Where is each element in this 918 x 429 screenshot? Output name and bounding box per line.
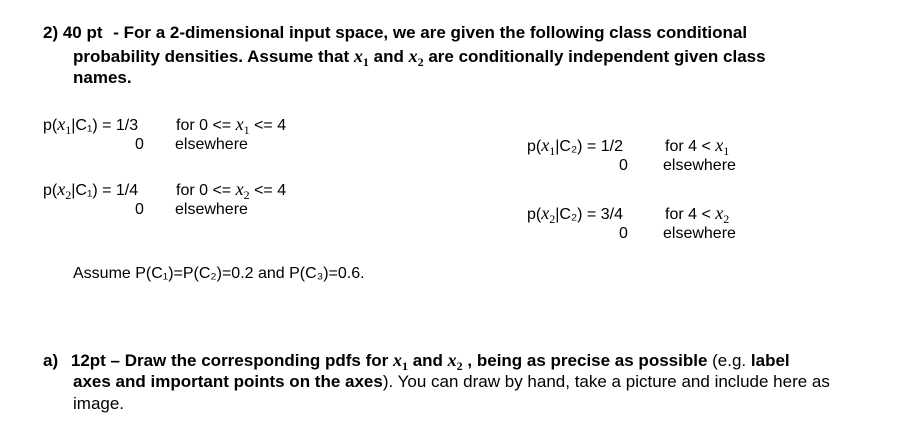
density-c1-x1-condition: for $0 <= x_1 <= 4$ [176,114,287,137]
density-c2-x2-zero: 0 [619,225,628,242]
question-number: 2) 40 pt [43,23,103,42]
question-header [43,22,747,44]
density-c1-x1-zero: 0 [135,136,144,153]
density-c1-x1-elsewhere: elsewhere [175,136,248,153]
x1-symbol: $x_1$ [353,46,369,69]
question-line2: probability densities. Assume that $x_1$ and $x_2$ are conditionally independent given class [73,46,766,69]
density-c2-x1-lhs: $p(x_1|C_2) = 1/2$ [527,135,623,158]
density-c2-x1-elsewhere: elsewhere [663,157,736,174]
density-c2-x2-elsewhere: elsewhere [663,225,736,242]
question-line1: - For a 2-dimensional input space, we are given the following class conditional [113,23,748,42]
density-c2-x1-zero: 0 [619,157,628,174]
density-c1-x1-lhs: $p(x_1|C_1) = 1/3$ [43,114,139,137]
density-c1-x2-lhs: $p(x_2|C_1) = 1/4$ [43,179,139,202]
part-a-line3: image. [73,394,125,413]
part-a-line2: axes and important points on the axes). You can draw by hand, take a picture and include here as [73,372,830,391]
density-c1-x2-elsewhere: elsewhere [175,201,248,218]
part-a-line1: a) 12pt – Draw the corresponding pdfs for $x_1$ and $x_2$ , being as precise as possible (e.g. label [43,350,790,373]
part-a-label: a) [43,351,59,370]
density-c1-x2-condition: for $0 <= x_2 <= 4$ [176,179,287,202]
density-c2-x1-condition: for $4 < x_1$ [665,135,730,158]
density-c2-x2-lhs: $p(x_2|C_2) = 3/4$ [527,203,623,226]
density-c2-x2-condition: for $4 < x_2$ [665,203,730,226]
priors-statement: Assume P(C₁)=P(C₂)=0.2 and P(C₃)=0.6. [73,265,365,282]
x2-symbol: $x_2$ [408,46,424,69]
density-c1-x2-zero: 0 [135,201,144,218]
question-line3: names. [73,68,132,87]
